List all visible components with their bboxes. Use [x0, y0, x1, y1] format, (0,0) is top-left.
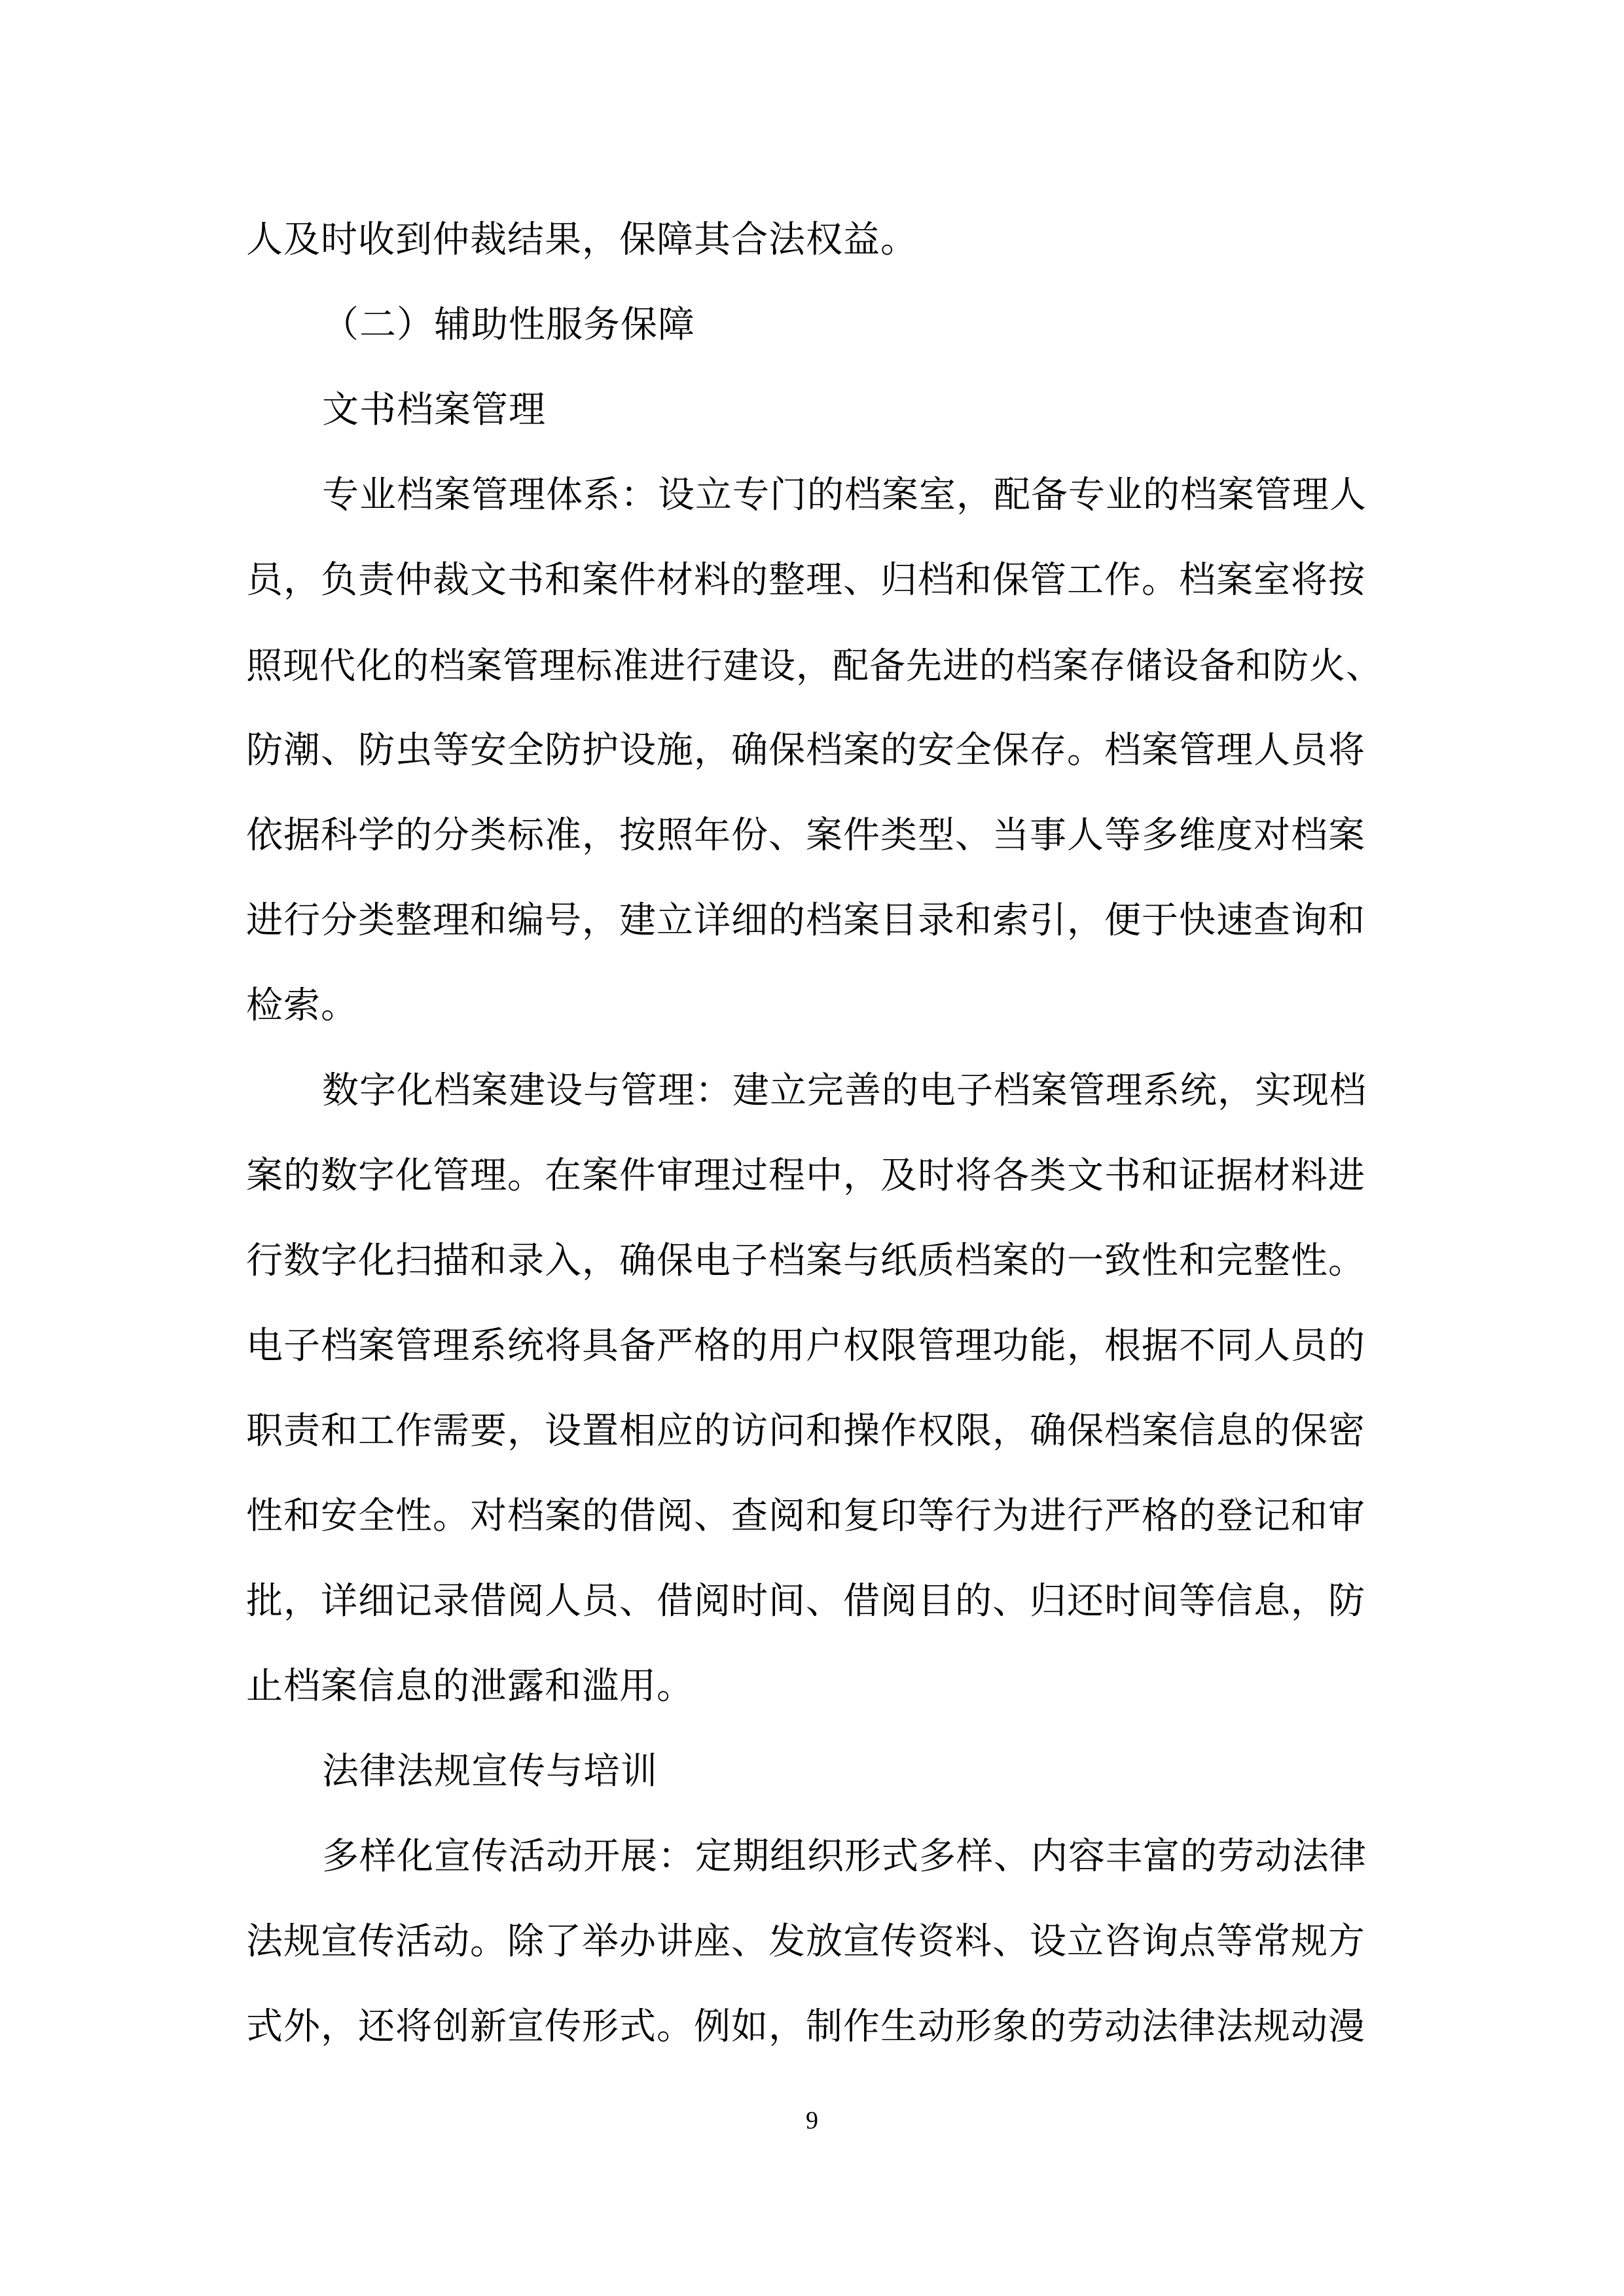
paragraph-line: 式外，还将创新宣传形式。例如，制作生动形象的劳动法律法规动漫: [246, 2005, 1365, 2048]
paragraph-line: 数字化档案建设与管理：建立完善的电子档案管理系统，实现档: [322, 1069, 1367, 1112]
paragraph-line: 进行分类整理和编号，建立详细的档案目录和索引，便于快速查询和: [246, 899, 1365, 942]
paragraph-line: 法规宣传活动。除了举办讲座、发放宣传资料、设立咨询点等常规方: [246, 1920, 1365, 1963]
paragraph-line: 检索。: [246, 984, 358, 1027]
subsection-heading: 法律法规宣传与培训: [322, 1750, 658, 1793]
paragraph-line: 依据科学的分类标准，按照年份、案件类型、当事人等多维度对档案: [246, 814, 1365, 857]
paragraph-line: 照现代化的档案管理标准进行建设，配备先进的档案存储设备和防火、: [246, 645, 1383, 687]
paragraph-line: 防潮、防虫等安全防护设施，确保档案的安全保存。档案管理人员将: [246, 729, 1365, 772]
body-text: [246, 198, 1388, 2070]
paragraph-line: 行数字化扫描和录入，确保电子档案与纸质档案的一致性和完整性。: [246, 1240, 1365, 1282]
paragraph-line: 员，负责仲裁文书和案件材料的整理、归档和保管工作。档案室将按: [246, 559, 1365, 601]
paragraph-line: 案的数字化管理。在案件审理过程中，及时将各类文书和证据材料进: [246, 1155, 1365, 1197]
section-heading: （二）辅助性服务保障: [322, 304, 695, 346]
subsection-heading: 文书档案管理: [322, 389, 546, 431]
paragraph-line: 批，详细记录借阅人员、借阅时间、借阅目的、归还时间等信息，防: [246, 1580, 1365, 1623]
paragraph-line: 性和安全性。对档案的借阅、查阅和复印等行为进行严格的登记和审: [246, 1495, 1365, 1537]
paragraph-line: 职责和工作需要，设置相应的访问和操作权限，确保档案信息的保密: [246, 1410, 1365, 1452]
paragraph-line: 电子档案管理系统将具备严格的用户权限管理功能，根据不同人员的: [246, 1325, 1365, 1367]
paragraph-line: 专业档案管理体系：设立专门的档案室，配备专业的档案管理人: [322, 474, 1367, 516]
paragraph-line: 人及时收到仲裁结果，保障其合法权益。: [246, 219, 918, 261]
page-number: 9: [806, 2107, 818, 2134]
paragraph-line: 止档案信息的泄露和滥用。: [246, 1665, 694, 1708]
paragraph-line: 多样化宣传活动开展：定期组织形式多样、内容丰富的劳动法律: [322, 1835, 1367, 1878]
